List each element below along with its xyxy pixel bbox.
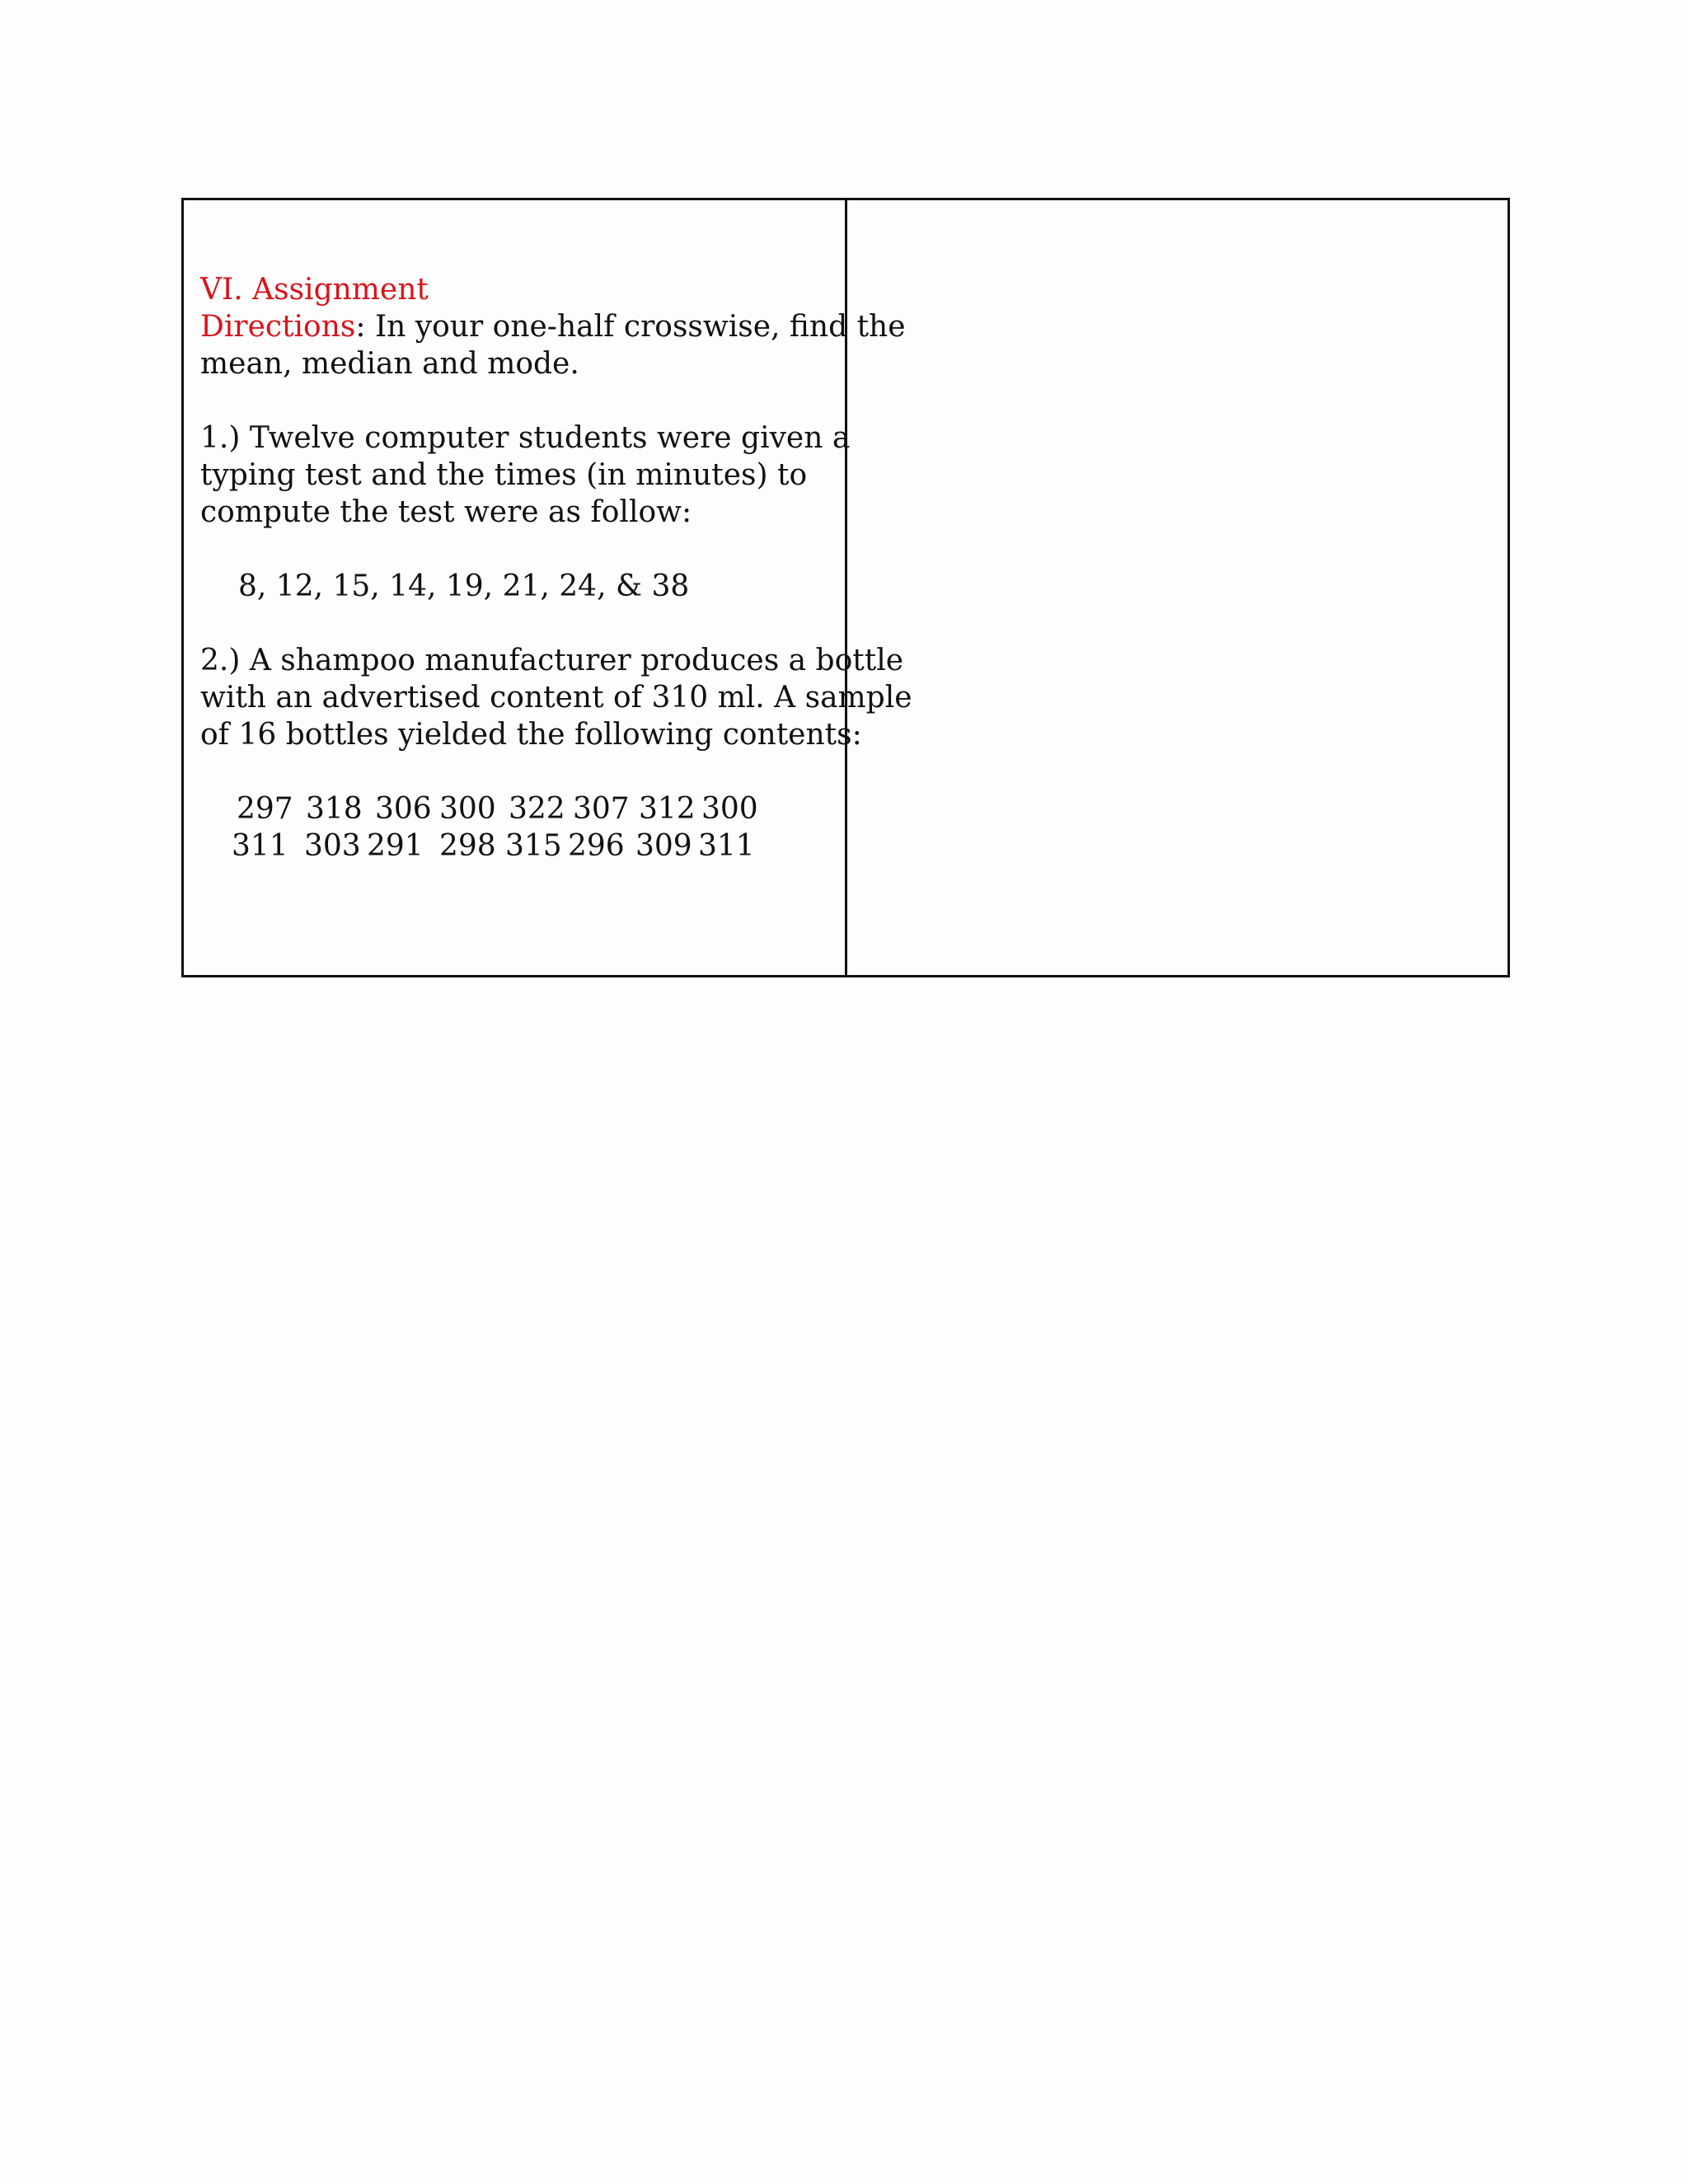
data-value: 311 [232, 829, 288, 863]
assignment-heading: VI. Assignment [200, 273, 429, 307]
problem2-line2: with an advertised content of 310 ml. A sample [200, 681, 912, 715]
data-value: 315 [505, 829, 562, 863]
problem2-data-row-1 [200, 790, 828, 827]
data-value: 300 [439, 792, 496, 826]
data-value: 312 [639, 792, 696, 826]
problem2-line1: 2.) A shampoo manufacturer produces a bottle [200, 644, 904, 677]
assignment-cell [184, 200, 912, 975]
data-value: 298 [439, 829, 496, 863]
spacer [200, 382, 828, 419]
data-value: 307 [573, 792, 630, 826]
directions-line [200, 308, 906, 345]
data-value: 322 [509, 792, 565, 826]
problem1-data: 8, 12, 15, 14, 19, 21, 24, & 38 [238, 569, 690, 603]
directions-label: Directions [200, 310, 356, 344]
problem2-data-row-2 [200, 827, 828, 865]
spacer [200, 753, 828, 790]
spacer [200, 531, 828, 568]
problem1-line3: compute the test were as follow: [200, 495, 692, 529]
data-value: 309 [635, 829, 692, 863]
data-value: 300 [701, 792, 758, 826]
problem1-line2: typing test and the times (in minutes) to [200, 458, 808, 492]
data-value: 291 [367, 829, 424, 863]
data-value: 296 [568, 829, 625, 863]
data-value: 303 [304, 829, 361, 863]
directions-text-2: mean, median and mode. [200, 347, 579, 381]
empty-cell [847, 200, 1507, 975]
data-value: 311 [698, 829, 755, 863]
spacer [200, 605, 828, 642]
problem1-line1: 1.) Twelve computer students were given a [200, 421, 851, 455]
data-value: 306 [375, 792, 432, 826]
directions-text: : In your one-half crosswise, find the [355, 310, 906, 344]
data-value: 318 [306, 792, 363, 826]
problem2-line3: of 16 bottles yielded the following contents: [200, 718, 862, 752]
lesson-table [181, 198, 1510, 977]
data-value: 297 [237, 792, 293, 826]
